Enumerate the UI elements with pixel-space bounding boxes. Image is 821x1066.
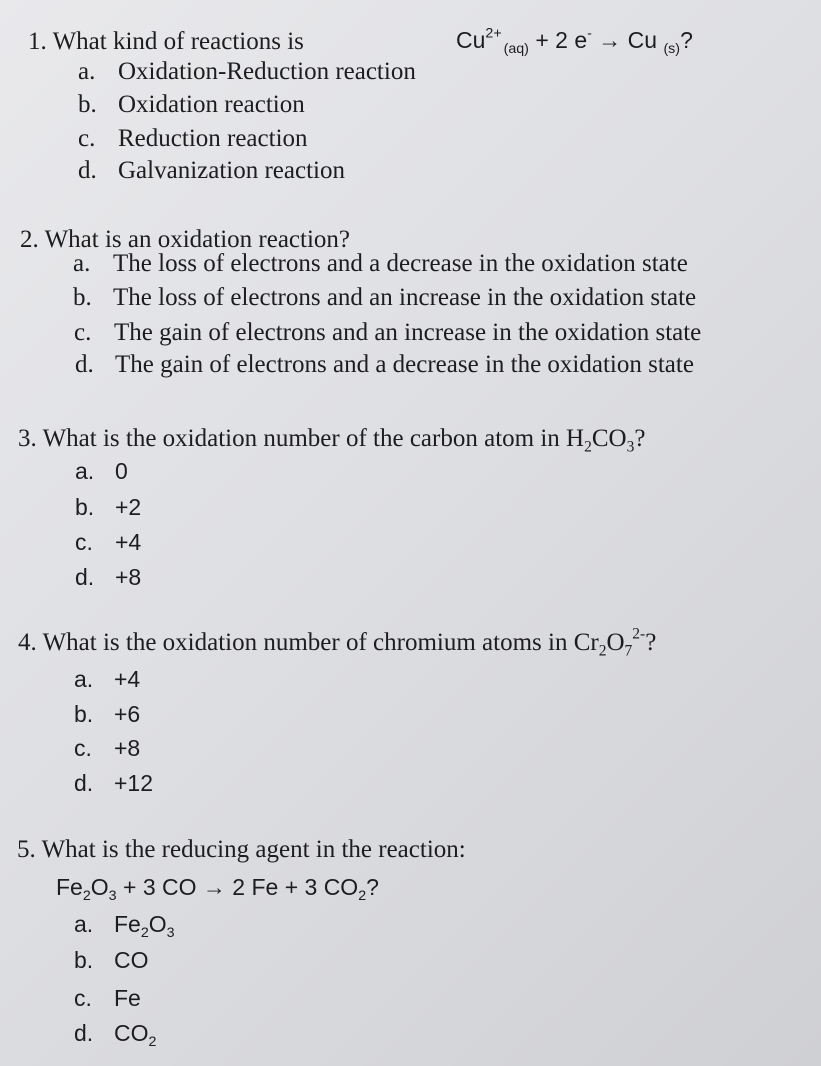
option-2a[interactable]: a. The loss of electrons and a decrease in the oxidation state [73,250,688,277]
question-5 [17,835,466,865]
option-5c[interactable]: c. Fe [74,985,141,1011]
option-2d[interactable]: d. The gain of electrons and a decrease in the oxidation state [75,351,694,378]
option-1a[interactable]: a. Oxidation-Reduction reaction [78,58,416,85]
question-number: 5. [17,836,36,863]
option-5d[interactable]: d. $CO_2$ [74,1020,157,1050]
option-3a[interactable]: a. 0 [75,458,128,484]
option-3d[interactable]: d. +8 [75,564,142,590]
option-1d[interactable]: d. Galvanization reaction [78,157,345,184]
option-4a[interactable]: a. +4 [74,666,141,692]
question-number: 1. [28,28,47,55]
question-text: What is the oxidation number of the carbon atom in [42,425,560,452]
question-number: 3. [18,425,37,452]
option-5a[interactable]: a. $Fe_2O_3$ [74,911,175,941]
question-number: 4. [18,629,37,656]
question-3 [18,424,645,454]
option-2c[interactable]: c. The gain of electrons and an increase in the oxidation state [74,319,702,346]
chemical-formula: $H_2CO_3$? [566,425,646,456]
question-text: What is the reducing agent in the reaction: [41,836,466,863]
question-text: What is the oxidation number of chromium atoms in [42,629,568,656]
question-5-reaction: $Fe_2O_3 + 3$ CO → 2 Fe + 3 $CO_2$? [56,874,379,904]
option-1b[interactable]: b. Oxidation reaction [78,91,305,118]
question-4 [18,625,657,660]
option-5b[interactable]: b. CO [74,947,149,973]
option-3b[interactable]: b. +2 [75,494,142,520]
question-text: What kind of reactions is [52,28,304,55]
question-1-equation: $Cu^{2+}$ $_{(aq)}$ + 2 e- → Cu $_{(s)}$? [456,25,693,57]
option-4b[interactable]: b. +6 [74,701,141,727]
question-text: What is an oxidation reaction? [44,226,351,253]
option-4d[interactable]: d. +12 [74,770,154,796]
chemical-formula: $Cr_2O_7^{2-}$? [573,625,657,660]
question-number: 2. [20,226,39,253]
option-4c[interactable]: c. +8 [74,735,141,761]
option-2b[interactable]: b. The loss of electrons and an increase in the oxidation state [73,284,697,311]
question-1 [28,27,304,57]
option-3c[interactable]: c. +4 [75,529,142,555]
option-1c[interactable]: c. Reduction reaction [78,125,308,152]
